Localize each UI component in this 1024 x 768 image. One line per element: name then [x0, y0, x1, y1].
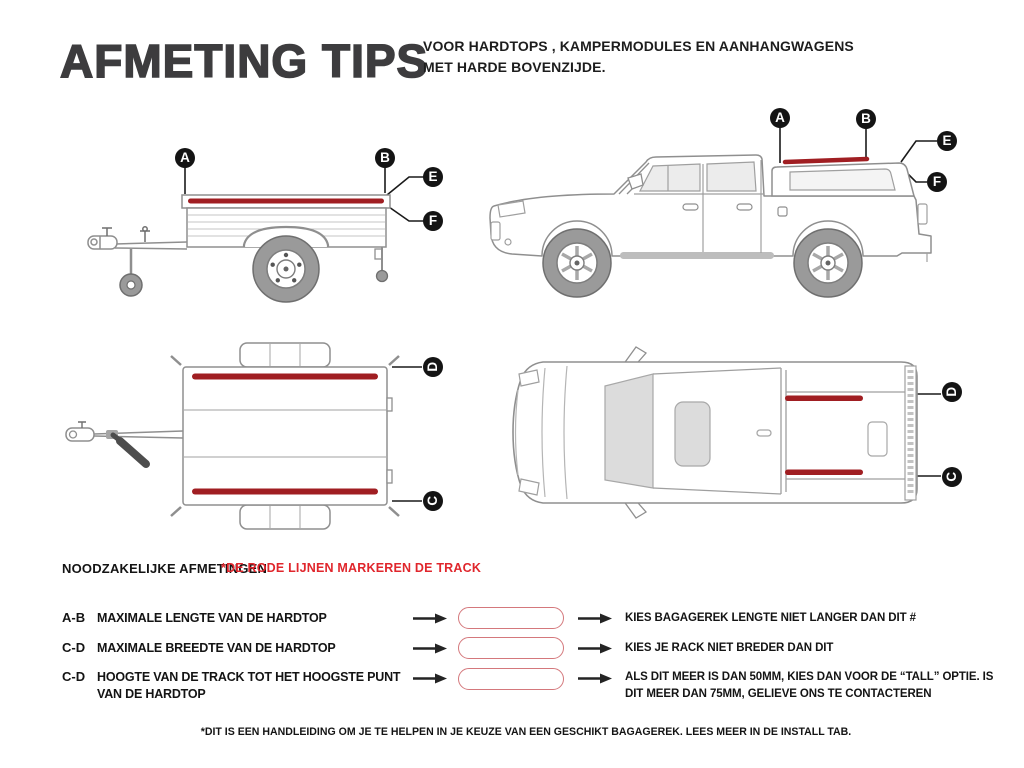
label-c: C	[425, 496, 441, 506]
jack-handle	[120, 441, 146, 464]
label-b: B	[861, 111, 871, 127]
measurement-value-field	[458, 637, 564, 659]
label-badge-b	[375, 148, 395, 168]
hitch-coupler	[88, 228, 117, 249]
label-a: A	[775, 110, 785, 126]
trailer-box-top	[183, 367, 387, 505]
measurement-value-field	[458, 607, 564, 629]
page-subtitle	[423, 36, 854, 78]
track-line	[188, 199, 384, 204]
truck-body-top	[513, 362, 917, 503]
subtitle-line-2: MET HARDE BOVENZIJDE.	[423, 59, 606, 75]
front-wheel	[543, 229, 611, 297]
track-line	[785, 396, 863, 402]
label-badge-a	[770, 108, 790, 128]
arrow-right-icon	[578, 643, 612, 654]
row-advice: KIES BAGAGEREK LENGTE NIET LANGER DAN DIT #	[625, 612, 916, 624]
label-badge-a	[175, 148, 195, 168]
label-badge-c	[423, 491, 443, 511]
track-line	[785, 470, 863, 476]
label-b: B	[380, 150, 390, 166]
row-advice: ALS DIT MEER IS DAN 50MM, KIES DAN VOOR DE “TALL” OPTIE. IS DIT MEER DAN 75MM, GELIEVE ONS TE CONTACTEREN	[625, 671, 994, 700]
label-d: D	[425, 362, 441, 372]
label-badge-d	[423, 357, 443, 377]
trailer-drawbar	[115, 242, 187, 249]
canopy	[772, 159, 914, 196]
truck-top-drawing	[505, 342, 975, 542]
label-badge-d	[942, 382, 962, 402]
label-badge-b	[856, 109, 876, 129]
windshield	[605, 374, 653, 488]
row-code: C-D	[62, 669, 86, 684]
track-line	[192, 489, 378, 495]
crank-handle	[140, 227, 150, 242]
arrow-right-icon	[413, 613, 447, 624]
label-e: E	[428, 169, 438, 185]
trailer-top-drawing	[58, 336, 468, 536]
trailer-top-view	[58, 336, 468, 536]
trailer-side-view	[55, 133, 465, 328]
measurements-heading: NOODZAKELIJKE AFMETINGEN	[62, 561, 268, 576]
jockey-wheel	[120, 249, 142, 296]
trailer-drawbar	[66, 422, 183, 464]
track-line	[785, 159, 867, 162]
track-legend-note: *DE RODE LIJNEN MARKEREN DE TRACK	[221, 561, 482, 575]
truck-side-view	[478, 106, 993, 318]
arrow-right-icon	[578, 613, 612, 624]
subtitle-line-1: VOOR HARDTOPS , KAMPERMODULES EN AANHANGWAGENS	[423, 38, 854, 54]
measurement-row-ab	[0, 606, 1024, 630]
label-badge-f	[927, 172, 947, 192]
label-c: C	[944, 472, 960, 482]
row-description: MAXIMALE BREEDTE VAN DE HARDTOP	[97, 641, 336, 655]
row-code: A-B	[62, 610, 86, 625]
label-badge-e	[937, 131, 957, 151]
trailer-wheel	[253, 236, 319, 302]
sunroof	[675, 402, 710, 466]
footnote: *DIT IS EEN HANDLEIDING OM JE TE HELPEN IN JE KEUZE VAN EEN GESCHIKT BAGAGEREK. LEES MEER IN DE INSTALL TAB.	[200, 726, 852, 738]
arrow-right-icon	[413, 643, 447, 654]
page-title: AFMETING TIPS	[60, 35, 429, 87]
row-code: C-D	[62, 640, 86, 655]
trailer-side-drawing	[55, 133, 465, 328]
rear-support	[375, 247, 388, 282]
label-d: D	[944, 387, 960, 397]
row-advice: KIES JE RACK NIET BREDER DAN DIT	[625, 642, 834, 654]
truck-side-drawing	[478, 106, 993, 318]
row-description: HOOGTE VAN DE TRACK TOT HET HOOGSTE PUNT VAN DE HARDTOP	[97, 670, 401, 701]
measurement-row-cd-height	[0, 669, 1024, 703]
track-line	[192, 374, 378, 380]
tailgate	[905, 366, 916, 500]
arrow-right-icon	[578, 673, 612, 684]
arrow-right-icon	[413, 673, 447, 684]
label-f: F	[932, 174, 942, 190]
label-e: E	[942, 133, 952, 149]
label-f: F	[428, 213, 438, 229]
row-description: MAXIMALE LENGTE VAN DE HARDTOP	[97, 611, 327, 625]
measurement-value-field	[458, 668, 564, 690]
measurement-row-cd-width	[0, 636, 1024, 660]
truck-top-view	[505, 342, 975, 542]
rear-wheel	[794, 229, 862, 297]
leader-lines	[392, 367, 422, 501]
label-badge-c	[942, 467, 962, 487]
running-board	[620, 252, 774, 259]
label-badge-f	[423, 211, 443, 231]
label-badge-e	[423, 167, 443, 187]
label-a: A	[180, 150, 190, 166]
